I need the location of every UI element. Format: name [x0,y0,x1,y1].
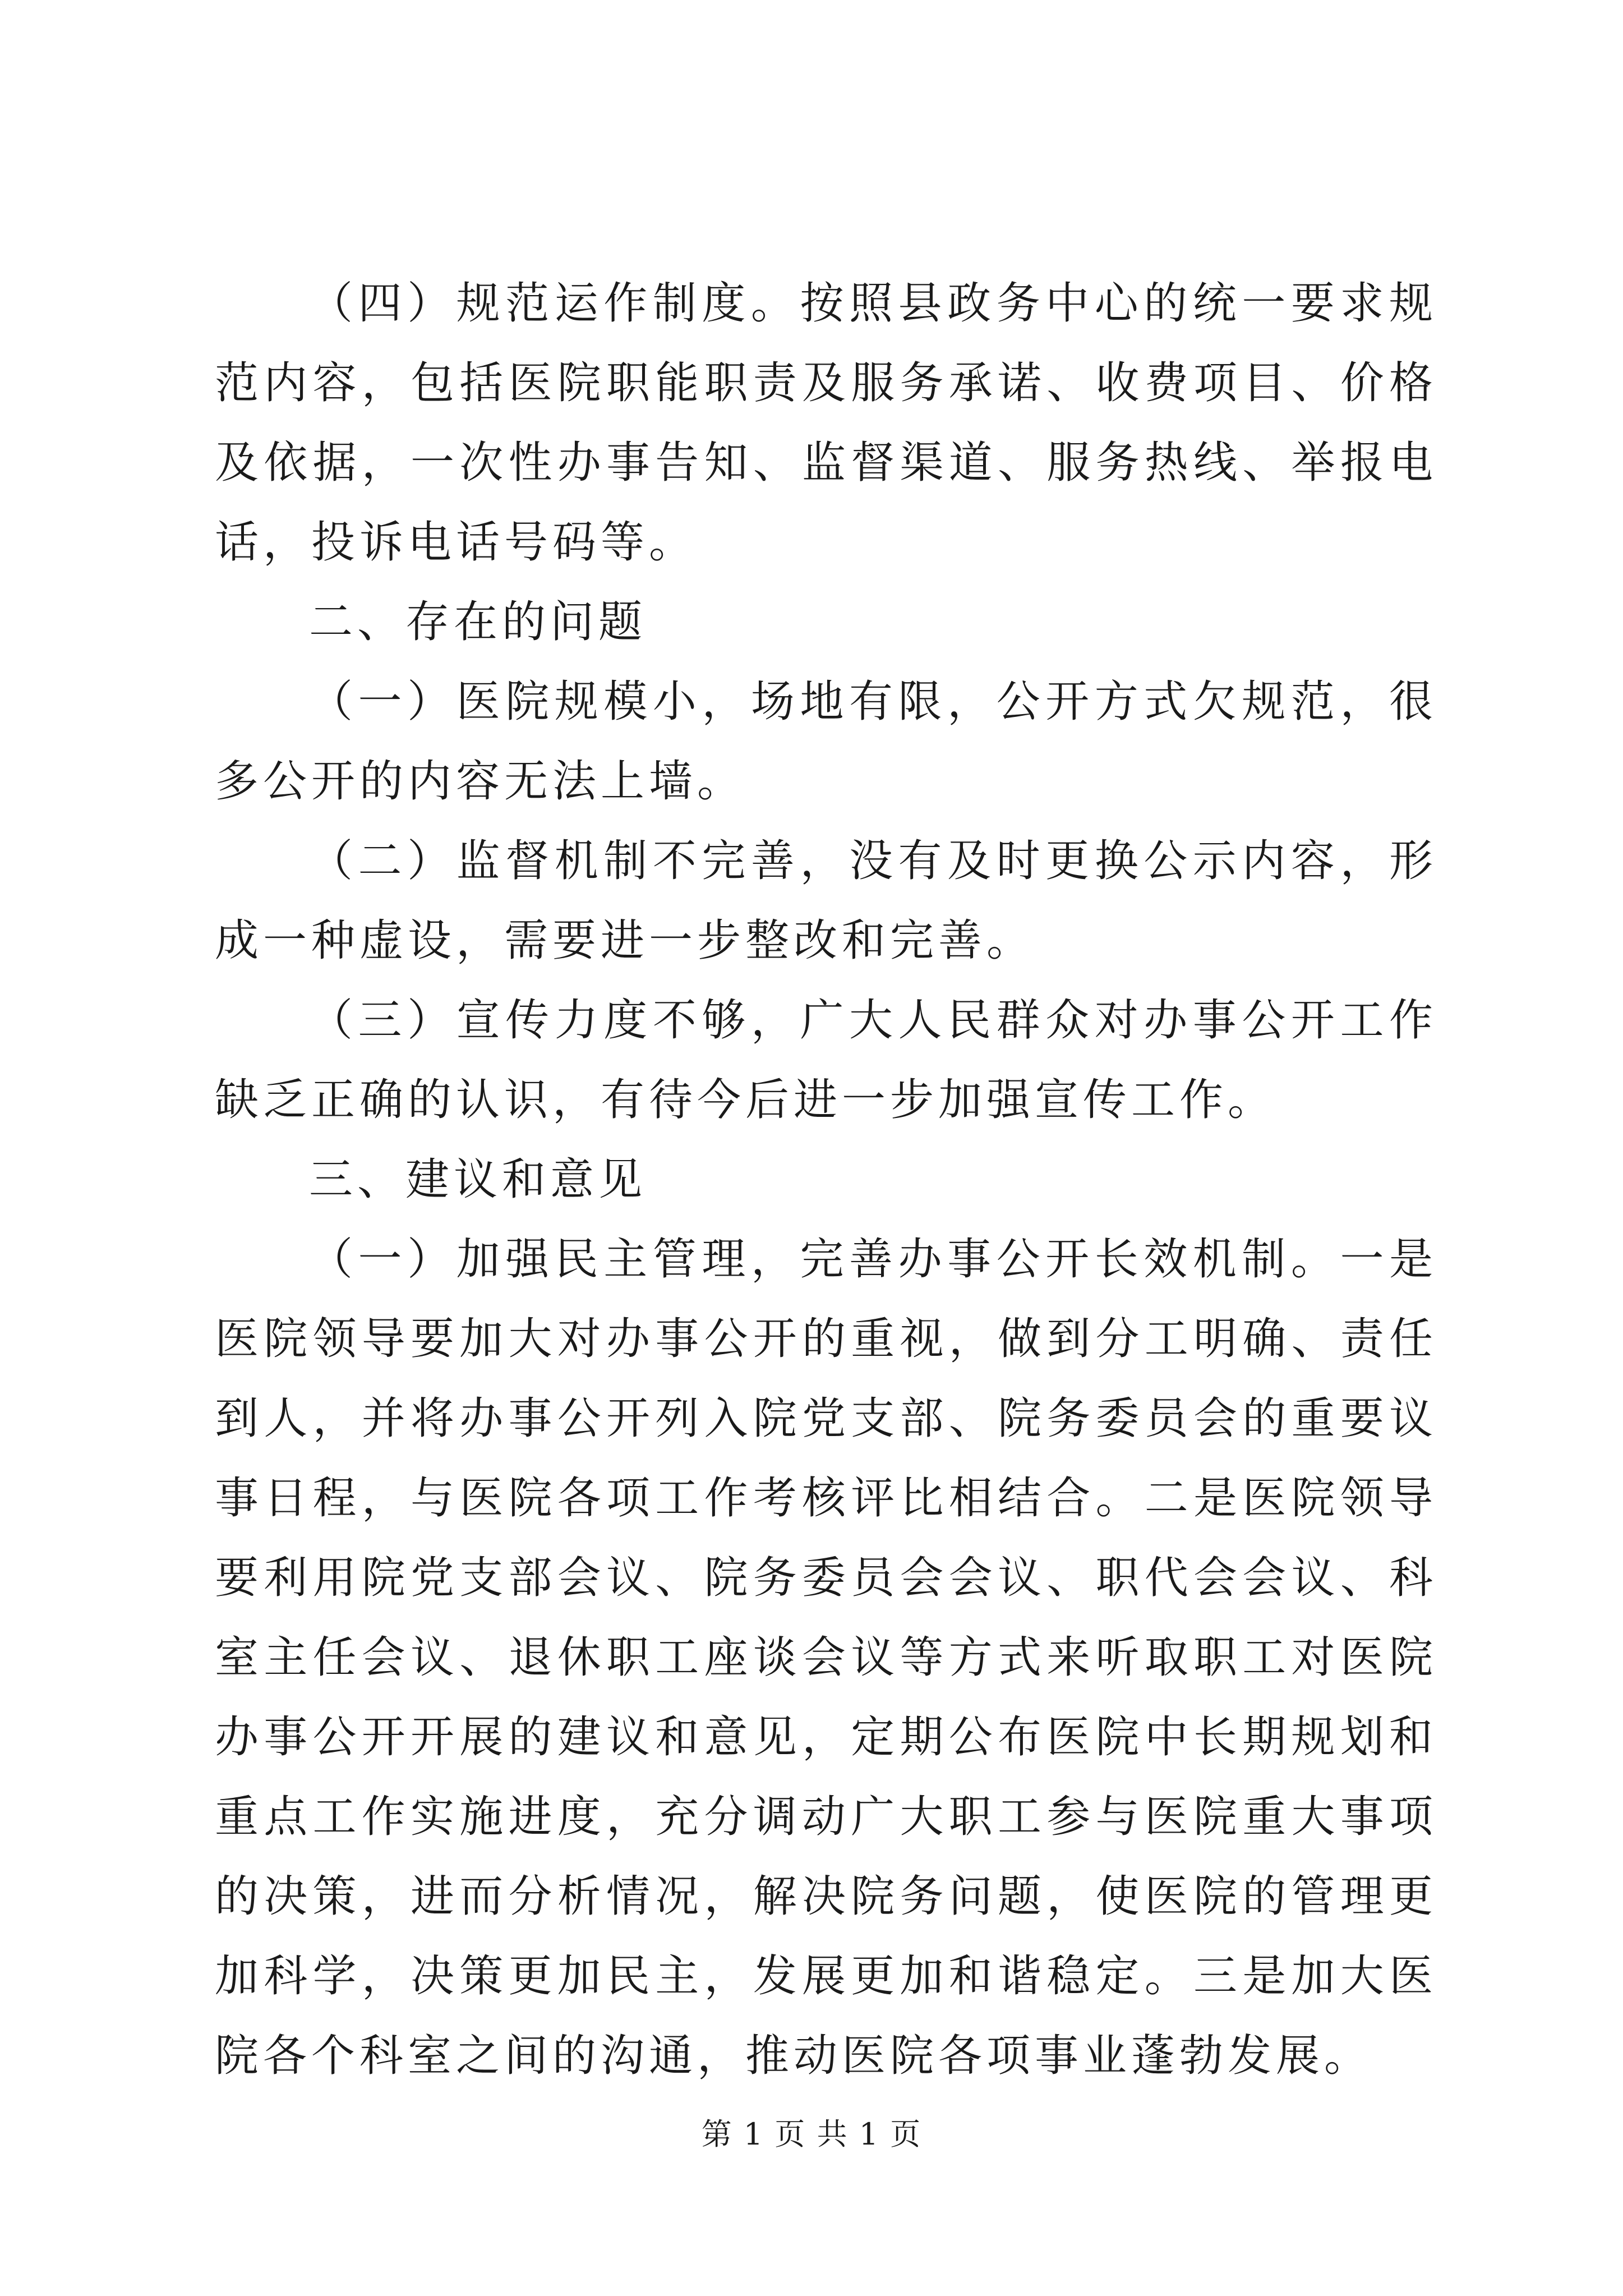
section-heading-suggestions: 三、建议和意见 [309,1154,647,1205]
paragraph-problem-1: （一）医院规模小，场地有限，公开方式欠规范，很多公开的内容无法上墙。 [215,677,1437,807]
paragraph-suggestion-1: （一）加强民主管理，完善办事公开长效机制。一是医院领导要加大对办事公开的重视，做到分工明确、责任到人，并将办事公开列入院党支部、院务委员会的重要议事日程，与医院各项工作考核评比相结合。二是医院领导要利用院党支部会议、院务委员会会议、职代会会议、科室主任会议、退休职工座谈会议等方式来听取职工对医院办事公开开展的建议和意见，定期公布医院中长期规划和重点工作实施进度，充分调动广大职工参与医院重大事项的决策，进而分析情况，解决院务问题，使医院的管理更加科学，决策更加民主，发展更加和谐稳定。三是加大医院各个科室之间的沟通，推动医院各项事业蓬勃发展。 [215,1234,1437,2081]
paragraph-standardize-operation: （四）规范运作制度。按照县政务中心的统一要求规范内容，包括医院职能职责及服务承诺、收费项目、价格及依据，一次性办事告知、监督渠道、服务热线、举报电话，投诉电话号码等。 [215,278,1437,568]
paragraph-problem-3: （三）宣传力度不够，广大人民群众对办事公开工作缺乏正确的认识，有待今后进一步加强宣传工作。 [215,995,1437,1125]
document-body [215,264,1437,2096]
paragraph-problem-2: （二）监督机制不完善，没有及时更换公示内容，形成一种虚设，需要进一步整改和完善。 [215,836,1437,966]
section-heading-existing-problems: 二、存在的问题 [309,597,647,647]
page-footer: 第 1 页 共 1 页 [701,2116,922,2152]
